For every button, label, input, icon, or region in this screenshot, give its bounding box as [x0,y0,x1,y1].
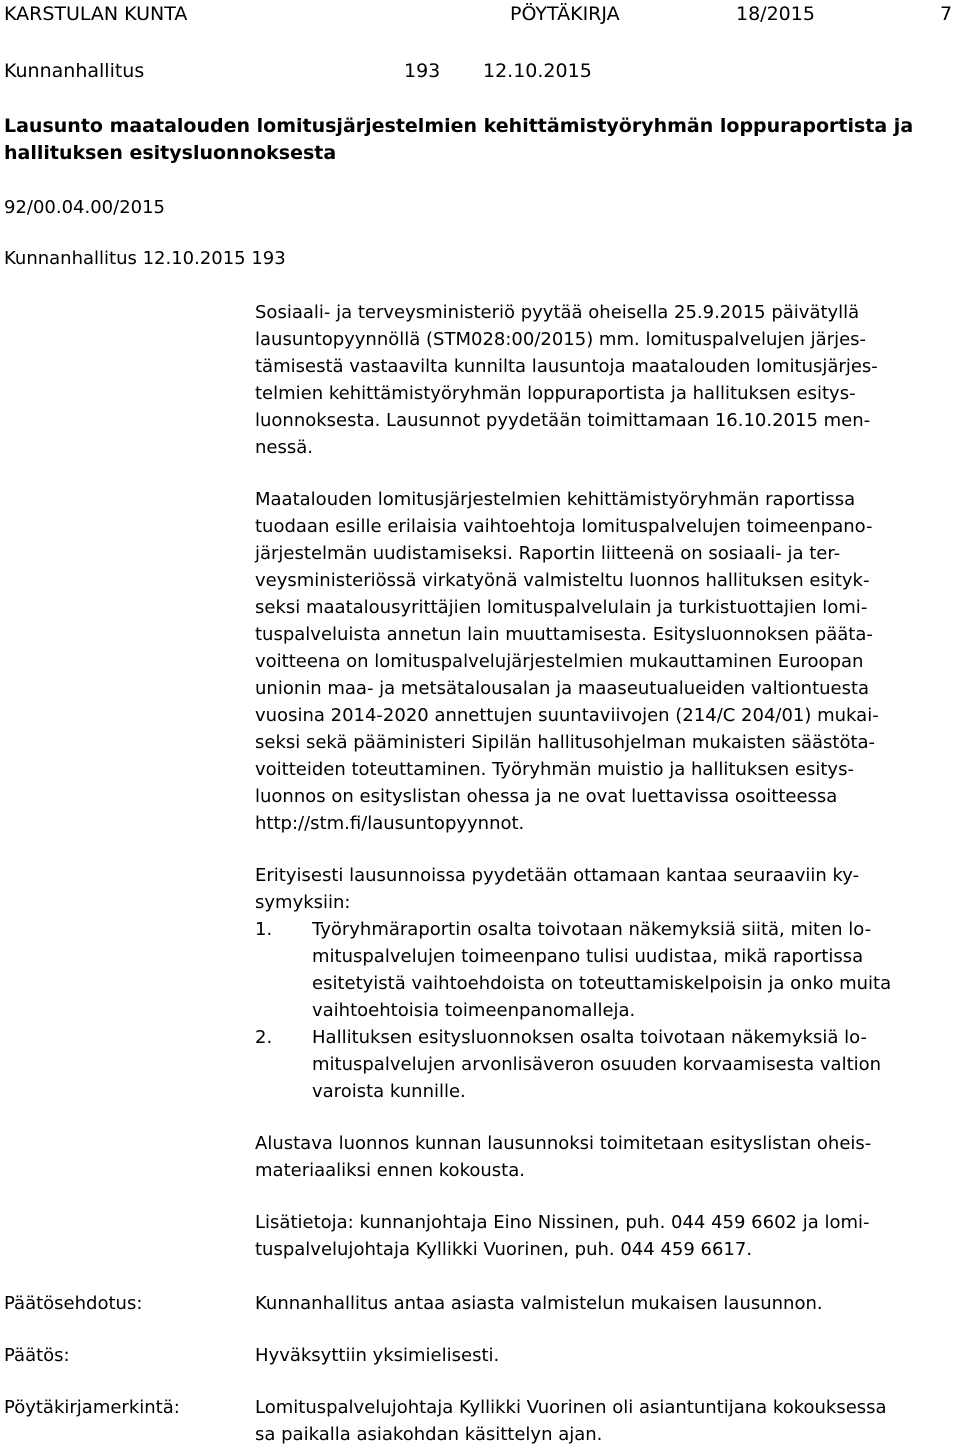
minutes-note-line: sa paikalla asiakohdan käsittelyn ajan. [255,1424,603,1445]
paragraph-line: tuspalvelujohtaja Kyllikki Vuorinen, puh. 044 459 6617. [255,1239,753,1260]
minutes-note-line: Lomituspalvelujohtaja Kyllikki Vuorinen oli asiantuntijana kokouksessa [255,1397,887,1418]
paragraph-line: luonnoksesta. Lausunnot pyydetään toimittamaan 16.10.2015 men- [255,410,871,431]
paragraph-line: telmien kehittämistyöryhmän loppuraportista ja hallituksen esitys- [255,383,856,404]
paragraph-line: vuosina 2014-2020 annettujen suuntaviivojen (214/C 204/01) mukai- [255,705,879,726]
paragraph-line: nessä. [255,437,313,458]
paragraph-line: järjestelmän uudistamiseksi. Raportin liitteenä on sosiaali- ja ter- [255,543,841,564]
paragraph-line: seksi maatalousyrittäjien lomituspalvelulain ja turkistuottajien lomi- [255,597,868,618]
page-number: 7 [940,3,953,25]
paragraph-line: symyksiin: [255,892,351,913]
paragraph-line: Erityisesti lausunnoissa pyydetään ottamaan kantaa seuraaviin ky- [255,865,860,886]
section-number: 193 [404,60,441,82]
paragraph-line: luonnos on esityslistan ohessa ja ne ovat luettavissa osoitteessa [255,786,838,807]
decision-label: Päätös: [4,1345,70,1366]
paragraph-line: materiaaliksi ennen kokousta. [255,1160,525,1181]
paragraph-line: tämisestä vastaavilta kunnilta lausuntoja maatalouden lomitusjärjes- [255,356,878,377]
proposal-text: Kunnanhallitus antaa asiasta valmistelun mukaisen lausunnon. [255,1293,823,1314]
question-line: mituspalvelujen arvonlisäveron osuuden korvaamisesta valtion [312,1054,882,1075]
minutes-note-label: Pöytäkirjamerkintä: [4,1397,180,1418]
decision-text: Hyväksyttiin yksimielisesti. [255,1345,500,1366]
meeting-body: Kunnanhallitus [4,60,145,82]
question-line: vaihtoehtoisia toimeenpanomalleja. [312,1000,636,1021]
question-number: 2. [255,1027,273,1048]
paragraph-line: Alustava luonnos kunnan lausunnoksi toimitetaan esityslistan oheis- [255,1133,872,1154]
document-number: 18/2015 [736,3,815,25]
paragraph-line: voitteena on lomituspalvelujärjestelmien mukauttaminen Euroopan [255,651,864,672]
paragraph-line: lausuntopyynnöllä (STM028:00/2015) mm. lomituspalvelujen järjes- [255,329,867,350]
item-title-line: Lausunto maatalouden lomitusjärjestelmien kehittämistyöryhmän loppuraportista ja [4,115,914,137]
question-line: esitetyistä vaihtoehdoista on toteuttamiskelpoisin ja onko muita [312,973,892,994]
record-number: 92/00.04.00/2015 [4,197,165,218]
paragraph-line: Lisätietoja: kunnanjohtaja Eino Nissinen, puh. 044 459 6602 ja lomi- [255,1212,870,1233]
paragraph-line: seksi sekä pääministeri Sipilän hallitusohjelman mukaisten säästöta- [255,732,876,753]
paragraph-line: veysministeriössä virkatyönä valmisteltu luonnos hallituksen esityk- [255,570,870,591]
question-line: Hallituksen esitysluonnoksen osalta toivotaan näkemyksiä lo- [312,1027,867,1048]
paragraph-line: tuodaan esille erilaisia vaihtoehtoja lomituspalvelujen toimeenpano- [255,516,873,537]
question-line: Työryhmäraportin osalta toivotaan näkemyksiä siitä, miten lo- [312,919,872,940]
meeting-date: 12.10.2015 [483,60,592,82]
paragraph-line: Sosiaali- ja terveysministeriö pyytää oheisella 25.9.2015 päivätyllä [255,302,860,323]
question-number: 1. [255,919,273,940]
paragraph-line: unionin maa- ja metsätalousalan ja maaseutualueiden valtiontuesta [255,678,870,699]
item-title-line: hallituksen esitysluonnoksesta [4,142,337,164]
question-line: varoista kunnille. [312,1081,466,1102]
paragraph-line: tuspalveluista annetun lain muuttamisesta. Esitysluonnoksen pääta- [255,624,873,645]
paragraph-line: Maatalouden lomitusjärjestelmien kehittämistyöryhmän raportissa [255,489,856,510]
prior-handling: Kunnanhallitus 12.10.2015 193 [4,248,286,269]
paragraph-line: http://stm.fi/lausuntopyynnot. [255,813,525,834]
proposal-label: Päätösehdotus: [4,1293,143,1314]
question-line: mituspalvelujen toimeenpano tulisi uudistaa, mikä raportissa [312,946,864,967]
paragraph-line: voitteiden toteuttaminen. Työryhmän muistio ja hallituksen esitys- [255,759,854,780]
document-type: PÖYTÄKIRJA [510,3,620,25]
municipality-name: KARSTULAN KUNTA [4,3,188,25]
